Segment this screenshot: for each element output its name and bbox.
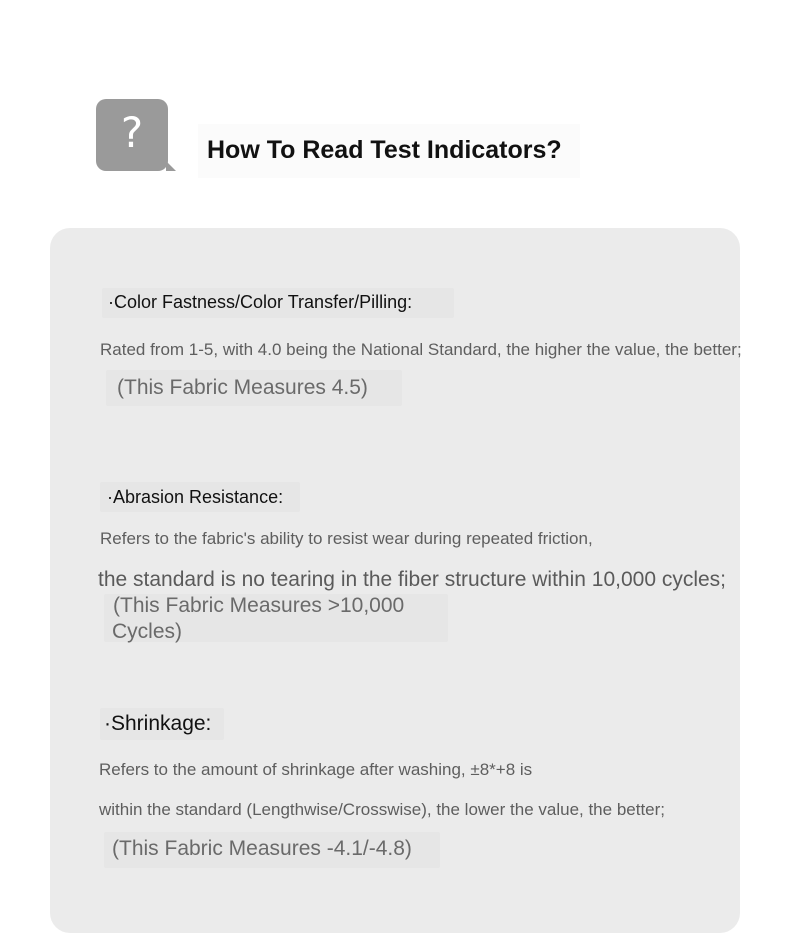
shrinkage-description-line-1: Refers to the amount of shrinkage after washing, ±8*+8 is <box>99 760 533 779</box>
shrinkage-heading: ·Shrinkage: <box>104 712 212 735</box>
question-mark-glyph: ? <box>120 108 144 157</box>
color-fastness-description: Rated from 1-5, with 4.0 being the National Standard, the higher the value, the better; <box>100 340 742 359</box>
shrinkage-description-line-2: within the standard (Lengthwise/Crosswise), the lower the value, the better; <box>99 800 666 819</box>
question-bubble-icon <box>96 99 168 171</box>
abrasion-measure-line-1: (This Fabric Measures >10,000 <box>113 594 405 617</box>
abrasion-measure-line-2: Cycles) <box>112 620 183 643</box>
shrinkage-measure: (This Fabric Measures -4.1/-4.8) <box>112 837 412 860</box>
abrasion-heading: ·Abrasion Resistance: <box>107 487 284 507</box>
abrasion-description-line-2: the standard is no tearing in the fiber structure within 10,000 cycles; <box>98 568 727 591</box>
color-fastness-measure: (This Fabric Measures 4.5) <box>117 376 368 399</box>
abrasion-description-line-1: Refers to the fabric's ability to resist wear during repeated friction, <box>100 529 593 548</box>
color-fastness-heading: ·Color Fastness/Color Transfer/Pilling: <box>108 292 413 312</box>
page-title: How To Read Test Indicators? <box>207 136 562 164</box>
